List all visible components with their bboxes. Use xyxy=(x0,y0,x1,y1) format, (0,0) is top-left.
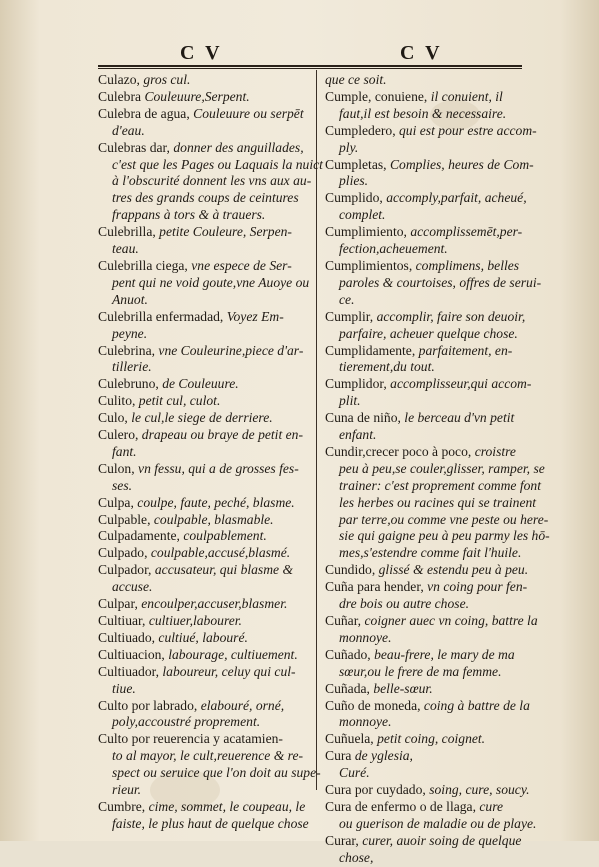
dictionary-entry xyxy=(98,72,310,89)
definition: drapeau ou braye de petit en- xyxy=(141,427,303,443)
definition: que ce soit. xyxy=(325,72,387,87)
definition: de yglesia, xyxy=(354,748,413,764)
dictionary-entry xyxy=(325,309,525,343)
definition: coigner auec vn coing, battre la xyxy=(364,613,538,628)
dictionary-entry xyxy=(98,258,310,309)
dictionary-entry xyxy=(98,410,310,427)
dictionary-entry xyxy=(98,376,310,393)
definition-continuation: trainer: c'est proprement comme font xyxy=(339,477,541,493)
entry-line xyxy=(98,427,310,444)
entry-line xyxy=(98,698,310,715)
entry-line xyxy=(98,258,310,275)
dictionary-entry xyxy=(98,596,310,613)
dictionary-entry xyxy=(98,664,310,698)
definition: Couleuure ou serpēt xyxy=(193,105,304,121)
definition: Voyez Em- xyxy=(226,308,284,324)
entry-line xyxy=(325,681,525,698)
definition: gros cul. xyxy=(143,72,191,87)
definition: accomplissemēt,per- xyxy=(410,224,523,240)
headword: Cultiuacion, xyxy=(98,646,169,662)
definition: Complies, heures de Com- xyxy=(389,156,534,172)
dictionary-entry xyxy=(325,562,529,579)
headword: Culebruno, xyxy=(98,376,163,392)
header-rule-thin xyxy=(98,68,522,69)
definition-continuation: parfaire, acheuer quelque chose. xyxy=(339,325,518,341)
definition: parfaitement, en- xyxy=(418,342,513,358)
headword: Culo, xyxy=(98,410,132,426)
headword: Cumpletas, xyxy=(325,156,390,172)
definition-continuation: peyne. xyxy=(112,325,148,341)
entry-line xyxy=(98,528,310,545)
definition-continuation: ply. xyxy=(339,139,359,155)
entry-line xyxy=(325,89,525,106)
definition: vn coing pour fen- xyxy=(427,579,528,595)
definition-continuation: plit. xyxy=(339,393,361,409)
definition: glissé & estendu peu à peu. xyxy=(378,562,529,578)
dictionary-entry xyxy=(325,190,525,224)
entry-line xyxy=(98,72,310,89)
definition: coulpe, faute, peché, blasme. xyxy=(137,494,295,510)
header-rule xyxy=(98,65,522,67)
entry-line xyxy=(325,697,530,715)
headword: Culero, xyxy=(98,427,142,443)
dictionary-entry xyxy=(325,343,525,377)
dictionary-entry xyxy=(325,224,525,258)
definition-continuation: tillerie. xyxy=(112,359,152,375)
dictionary-entry xyxy=(98,731,321,799)
definition: labourage, cultiuement. xyxy=(168,646,298,662)
definition-continuation: fant. xyxy=(112,443,137,459)
dictionary-entry xyxy=(98,799,310,833)
entry-line xyxy=(325,731,525,748)
headword: Culazo, xyxy=(98,72,144,87)
dictionary-entry xyxy=(325,748,525,782)
dictionary-entry xyxy=(98,698,310,732)
entry-line xyxy=(325,444,525,461)
dictionary-entry xyxy=(325,579,528,613)
dictionary-entry xyxy=(98,512,310,529)
definition: coulpablement. xyxy=(183,528,267,544)
definition-continuation: teau. xyxy=(112,241,139,257)
entry-line xyxy=(325,410,525,427)
definition-continuation: faut,il est besoin & necessaire. xyxy=(339,105,507,121)
entry-line xyxy=(325,833,525,850)
definition: donner des anguillades, xyxy=(173,139,304,155)
headword: Cumple, conuiene, xyxy=(325,88,431,104)
entry-line xyxy=(325,799,525,816)
headword: Cundir,crecer poco à poco, xyxy=(325,443,475,459)
definition: vne espece de Ser- xyxy=(191,257,292,273)
headword: Cuño de moneda, xyxy=(325,697,424,713)
headword: Culebrilla ciega, xyxy=(98,257,192,273)
definition: qui est pour estre accom- xyxy=(399,122,537,138)
entry-line xyxy=(98,140,310,157)
definition-continuation: chose, xyxy=(339,849,374,865)
definition: coulpable, blasmable. xyxy=(153,511,274,527)
entry-line xyxy=(325,156,534,174)
entry-line xyxy=(325,376,532,393)
headword: Culpado, xyxy=(98,545,151,561)
dictionary-entry xyxy=(325,697,530,732)
definition: accomplisseur,qui accom- xyxy=(390,376,532,392)
definition-continuation: poly,accoustré proprement. xyxy=(112,714,261,730)
headword: Cumplidamente, xyxy=(325,342,419,358)
definition-continuation: monnoye. xyxy=(339,629,392,645)
dictionary-entry xyxy=(98,647,310,664)
entry-line xyxy=(98,106,310,123)
headword: Cuñado, xyxy=(325,646,375,662)
definition-continuation: monnoye. xyxy=(339,714,392,730)
entry-line xyxy=(98,799,310,816)
definition-continuation: plies. xyxy=(339,173,369,189)
headword: Cura de enfermo o de llaga, xyxy=(325,798,480,814)
dictionary-entry xyxy=(98,545,310,562)
definition-continuation: to al mayor, le cult,reuerence & re- xyxy=(112,748,304,764)
headword: Cumplido, xyxy=(325,190,387,206)
definition-continuation: d'eau. xyxy=(112,122,145,138)
headword: Culpar, xyxy=(98,596,142,612)
headword: Culebras dar, xyxy=(98,139,174,155)
dictionary-entry xyxy=(325,122,537,157)
definition-continuation: peu à peu,se couler,glisser, ramper, se xyxy=(339,460,545,476)
dictionary-entry xyxy=(325,156,534,191)
definition-continuation: sie qui gaigne peu à peu parmy les hō- xyxy=(339,528,550,544)
dictionary-entry xyxy=(325,647,525,681)
dictionary-entry xyxy=(98,495,310,512)
headword: Cuñada, xyxy=(325,680,374,696)
entry-line xyxy=(325,309,525,326)
headword: Culebra de agua, xyxy=(98,105,194,121)
entry-line xyxy=(98,664,310,681)
definition: croistre xyxy=(474,443,516,459)
headword: Culito, xyxy=(98,393,139,409)
definition: beau-frere, le mary de ma xyxy=(374,646,515,662)
dictionary-entry xyxy=(325,782,530,799)
definition-continuation: les herbes ou racines qui se trainent xyxy=(339,494,537,510)
definition-continuation: complet. xyxy=(339,207,386,223)
definition: vn fessu, qui a de grosses fes- xyxy=(138,460,299,476)
definition-continuation: par terre,ou comme vne peste ou here- xyxy=(339,511,549,527)
definition: curer, auoir soing de quelque xyxy=(362,832,522,848)
definition-continuation: accuse. xyxy=(112,579,153,595)
definition: laboureur, celuy qui cul- xyxy=(162,663,296,679)
headword: Culpadamente, xyxy=(98,528,184,544)
dictionary-entry xyxy=(325,72,525,89)
entry-line xyxy=(325,72,525,89)
dictionary-entry xyxy=(98,613,310,630)
dictionary-entry xyxy=(325,731,525,748)
entry-line xyxy=(98,89,310,106)
headword: Culpador, xyxy=(98,562,155,578)
definition-continuation: ou guerison de maladie ou de playe. xyxy=(339,815,537,831)
definition: le berceau d'vn petit xyxy=(404,410,515,426)
dictionary-entry xyxy=(98,309,310,343)
headword: Cuñuela, xyxy=(325,731,378,747)
definition: cure xyxy=(479,798,504,814)
entry-line xyxy=(325,258,525,275)
dictionary-entry xyxy=(98,630,310,647)
dictionary-entry xyxy=(98,89,310,106)
definition-continuation: sœur,ou le frere de ma femme. xyxy=(339,663,502,679)
headword: Curar, xyxy=(325,832,363,848)
entry-line xyxy=(98,562,310,579)
entry-line xyxy=(325,562,529,579)
right-column xyxy=(325,72,550,867)
headword: Culon, xyxy=(98,460,139,476)
definition-continuation: Curé. xyxy=(339,765,370,781)
dictionary-entry xyxy=(325,257,542,309)
dictionary-entry xyxy=(98,562,310,596)
entry-line xyxy=(325,782,530,799)
definition-continuation: mes,s'estendre comme fait l'huile. xyxy=(339,545,522,561)
definition: petit coing, coignet. xyxy=(377,731,486,747)
dictionary-entry xyxy=(325,410,525,444)
dictionary-entry xyxy=(98,139,323,225)
entry-line xyxy=(98,495,310,512)
definition: petite Couleure, Serpen- xyxy=(159,224,292,240)
definition-continuation: à l'obscurité donnent les vns aux au- xyxy=(112,173,312,189)
dictionary-entry xyxy=(98,461,310,495)
definition: encoulper,accuser,blasmer. xyxy=(141,596,288,612)
headword: Cuñar, xyxy=(325,613,365,628)
headword: Cuna de niño, xyxy=(325,410,405,426)
entry-line xyxy=(325,647,525,664)
headword: Cumplimientos, xyxy=(325,257,416,273)
headword: Cumbre, xyxy=(98,798,149,814)
column-divider xyxy=(316,70,317,790)
dictionary-entry xyxy=(98,224,310,258)
dictionary-entry xyxy=(325,376,532,410)
dictionary-entry xyxy=(98,343,310,377)
definition-continuation: frappans à tors & à trauers. xyxy=(112,207,266,223)
entry-line xyxy=(325,122,537,140)
definition-continuation: tierement,du tout. xyxy=(339,359,435,375)
headword: Culebrina, xyxy=(98,342,159,358)
definition-continuation: Anuot. xyxy=(112,291,148,307)
headword: Culto por reuerencia y acatamien- xyxy=(98,731,283,747)
definition: de Couleuure. xyxy=(162,376,239,392)
entry-line xyxy=(98,731,310,748)
definition-continuation: enfant. xyxy=(339,427,377,443)
entry-line xyxy=(325,224,525,241)
definition: elabouré, orné, xyxy=(200,697,285,713)
headword: Cumplir, xyxy=(325,308,377,324)
entry-line xyxy=(98,309,310,326)
entry-line xyxy=(98,512,310,529)
entry-line xyxy=(98,376,310,393)
definition: coing à battre de la xyxy=(423,697,530,713)
entry-line xyxy=(98,545,310,562)
dictionary-entry xyxy=(325,613,538,647)
definition: vne Couleurine,piece d'ar- xyxy=(158,342,304,358)
definition: Couleuure,Serpent. xyxy=(144,88,250,104)
entry-line xyxy=(325,579,528,596)
headword: Cultiuar, xyxy=(98,613,149,628)
dictionary-entry xyxy=(325,443,550,562)
definition: le cul,le siege de derriere. xyxy=(131,410,273,426)
definition-continuation: c'est que les Pages ou Laquais la nuict xyxy=(112,156,323,172)
headword: Culto por labrado, xyxy=(98,697,201,713)
dictionary-entry xyxy=(98,106,310,140)
definition-continuation: paroles & courtoises, offres de serui- xyxy=(339,274,542,290)
headword: Culebrilla, xyxy=(98,224,160,240)
entry-line xyxy=(325,613,538,630)
header-left: C V xyxy=(180,42,223,64)
entry-line xyxy=(98,647,310,664)
definition-continuation: tres des grands coups de ceintures xyxy=(112,190,299,206)
entry-line xyxy=(98,630,310,647)
headword: Cumplimiento, xyxy=(325,224,411,240)
definition: complimens, belles xyxy=(415,257,520,273)
dictionary-entry xyxy=(98,427,310,461)
headword: Cultiuado, xyxy=(98,629,159,645)
definition: il conuient, il xyxy=(430,88,503,104)
dictionary-entry xyxy=(325,833,525,867)
headword: Cumplidor, xyxy=(325,376,391,392)
headword: Cumpledero, xyxy=(325,122,399,138)
dictionary-entry xyxy=(325,681,525,698)
definition: soing, cure, soucy. xyxy=(429,782,530,798)
definition: petit cul, culot. xyxy=(138,393,221,409)
headword: Culebra xyxy=(98,88,145,104)
definition-continuation: fection,acheuement. xyxy=(339,241,448,257)
headword: Culpable, xyxy=(98,511,154,527)
definition-continuation: dre bois ou autre chose. xyxy=(339,596,470,612)
headword: Culpa, xyxy=(98,494,138,510)
entry-line xyxy=(98,393,310,410)
headword: Cura por cuydado, xyxy=(325,782,430,798)
dictionary-entry xyxy=(325,89,525,123)
entry-line xyxy=(98,613,310,630)
entry-line xyxy=(325,343,525,360)
definition: accusateur, qui blasme & xyxy=(154,562,294,578)
left-column xyxy=(98,72,323,833)
definition: cultiuer,labourer. xyxy=(148,613,242,628)
headword: Cundido, xyxy=(325,562,379,578)
definition: cultiué, labouré. xyxy=(158,629,248,645)
definition: belle-sœur. xyxy=(373,680,433,696)
entry-line xyxy=(325,190,525,207)
definition-continuation: faiste, le plus haut de quelque chose xyxy=(112,815,309,831)
running-header xyxy=(98,38,522,64)
entry-line xyxy=(98,224,310,241)
headword: Cuña para hender, xyxy=(325,579,428,595)
header-right: C V xyxy=(400,42,443,64)
definition-continuation: ce. xyxy=(339,291,355,307)
definition-continuation: spect ou seruice que l'on doit au supe- xyxy=(112,765,321,781)
dictionary-entry xyxy=(325,798,537,833)
entry-line xyxy=(325,748,525,765)
definition: accomply,parfait, acheué, xyxy=(386,190,527,206)
entry-line xyxy=(98,596,310,613)
definition-continuation: tiue. xyxy=(112,680,136,696)
entry-line xyxy=(98,343,310,360)
definition-continuation: pent qui ne void goute,vne Auoye ou xyxy=(112,274,310,290)
definition: cime, sommet, le coupeau, le xyxy=(148,798,306,814)
definition: coulpable,accusé,blasmé. xyxy=(150,545,291,561)
entry-line xyxy=(98,461,310,478)
definition-continuation: rieur. xyxy=(112,782,142,798)
definition-continuation: ses. xyxy=(112,477,133,493)
headword: Cura xyxy=(325,748,355,764)
entry-line xyxy=(98,410,310,427)
dictionary-entry xyxy=(98,393,310,410)
definition: accomplir, faire son deuoir, xyxy=(376,308,526,324)
headword: Cultiuador, xyxy=(98,663,163,679)
dictionary-entry xyxy=(98,528,310,545)
headword: Culebrilla enfermadad, xyxy=(98,308,227,324)
